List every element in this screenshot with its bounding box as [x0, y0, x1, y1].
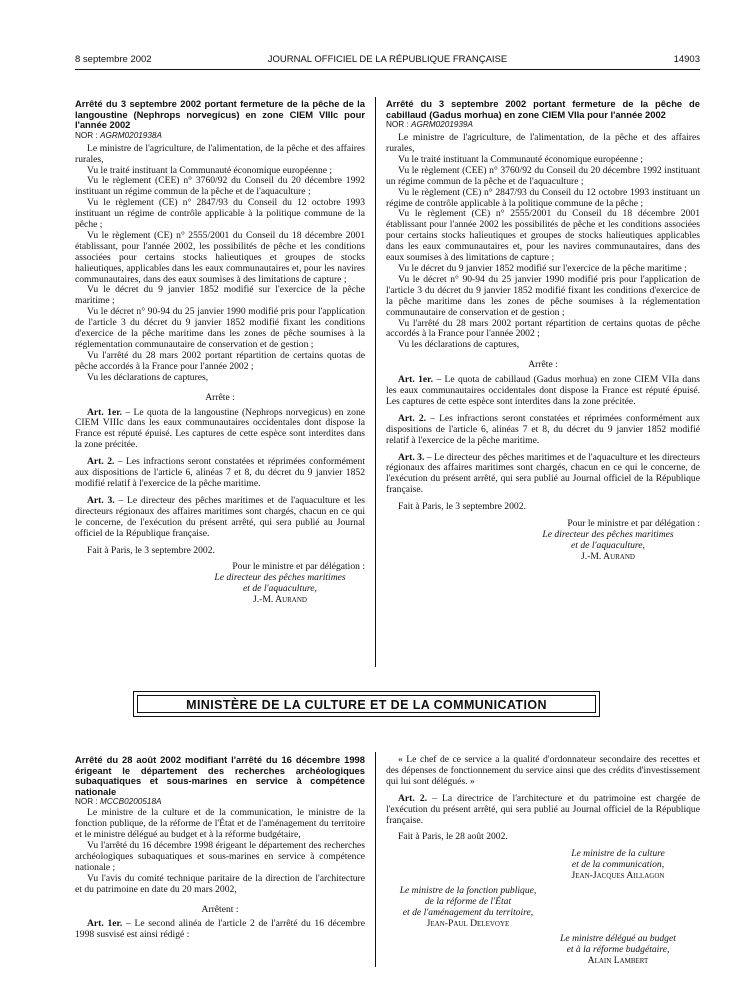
signatory-name: J.-M. Aurand — [581, 550, 635, 562]
recital: Vu l'arrêté du 16 décembre 1998 érigeant le département des recherches archéologiques subaquatiques et sous-marines en service à compétence nationale ; — [75, 840, 365, 873]
signatory-role: et de l'aquaculture, — [243, 583, 317, 595]
article-1: Art. 1er. – Le quota de cabillaud (Gadus morhua) en zone CIEM VIIa dans les eaux communautaires occidentales dont dispose la France est réputé épuisé. Les captures de cette espèce sont interdites dans la zone précitée. — [386, 374, 700, 407]
recital: Vu le décret du 9 janvier 1852 modifié sur l'exercice de la pêche maritime ; — [75, 284, 365, 307]
done-at: Fait à Paris, le 28 août 2002. — [398, 831, 508, 843]
column-divider-top — [375, 97, 376, 667]
nor-code: MCCB0200518A — [100, 797, 162, 807]
recital: Vu le traité instituant la Communauté économique européenne ; — [87, 164, 333, 176]
nor-reference: NOR : MCCB0200518A — [75, 797, 162, 807]
nor-code: AGRM0201939A — [411, 120, 473, 130]
delegation: Pour le ministre et par délégation : — [232, 561, 365, 573]
signatory-role: Le ministre délégué au budget — [560, 932, 676, 944]
signatory-role: Le ministre de la fonction publique, — [399, 885, 537, 897]
signatory-name: Jean-Jacques Aillagon — [571, 870, 665, 882]
done-at: Fait à Paris, le 3 septembre 2002. — [398, 501, 526, 513]
article-2: Art. 2. – La directrice de l'architecture et du patrimoine est chargée de l'exécution du présent arrêté, qui sera publié au Journal officiel de la République française. — [386, 792, 701, 826]
nor-reference: NOR : AGRM0201939A — [386, 120, 473, 130]
article-3: Art. 3. – Le directeur des pêches maritimes et de l'aquaculture et les directeurs régionaux des affaires maritimes sont chargés, chacun en ce qui le concerne, de l'exécution du présent arrêté, qui sera publié au Journal officiel de la République française. — [75, 494, 366, 539]
article-2: Art. 2. – Les infractions seront constatées et réprimées conformément aux dispositions de l'article 6, alinéas 7 et 8, du décret du 9 janvier 1852 modifié relatif à l'exercice de la pêche maritime. — [386, 412, 701, 446]
recital: Vu l'arrêté du 28 mars 2002 portant répartition de certains quotas de pêche accordés à la France pour l'année 2002 ; — [75, 349, 365, 372]
signatory-role: Le ministre de la culture — [571, 848, 665, 860]
signatory-role: et de l'aménagement du territoire, — [402, 906, 534, 918]
recital: Vu l'arrêté du 28 mars 2002 portant répartition de certains quotas de pêche accordés à la France pour l'année 2002 ; — [386, 317, 700, 340]
recital: Le ministre de la culture et de la communication, le ministre de la fonction publique, de la réforme de l'État et de l'aménagement du territoire et le ministre délégué au budget et à la réforme budgétaire, — [75, 807, 365, 841]
recital: Vu le règlement (CE) n° 2555/2001 du Conseil du 18 décembre 2001 établissant pour l'année 2002 les possibilités de pêche et les conditions associées pour certains stocks halieutiques et groupes de stocks halieutiques applicables dans les eaux communautaires et, pour les navires communautaires, dans des eaux soumises à des limitations de capture ; — [386, 208, 700, 264]
decree-title: Arrêté du 3 septembre 2002 portant fermeture de la pêche de cabillaud (Gadus morhua) en zone CIEM VIIa pour l'année 2002 — [386, 98, 700, 120]
recital: Vu les déclarations de captures, — [398, 339, 520, 351]
decree-archeo — [75, 755, 365, 941]
done-at: Fait à Paris, le 3 septembre 2002. — [87, 544, 215, 556]
arrete-label: Arrête : — [528, 359, 558, 371]
article-1: Art. 1er. – Le quota de la langoustine (Nephrops norvegicus) en zone CIEM VIIIc dans les eaux communautaires occidentales dont dispose la France est réputé épuisé. Les captures de cette espèce sont interdites dans la zone précitée. — [75, 406, 366, 451]
running-header — [75, 52, 700, 68]
recital: Vu le règlement (CEE) n° 3760/92 du Conseil du 20 décembre 1992 instituant un régime commun de la pêche et de l'aquaculture ; — [75, 175, 365, 198]
decree-title: Arrêté du 3 septembre 2002 portant fermeture de la pêche de la langoustine (Nephrops norvegicus) en zone CIEM VIIIc pour l'année 2002 — [75, 98, 365, 131]
signatory-name: J.-M. Aurand — [253, 594, 307, 606]
signatory-role: et de la communication, — [571, 859, 665, 871]
recital: Vu le règlement (CEE) n° 3760/92 du Conseil du 20 décembre 1992 instituant un régime commun de la pêche et de l'aquaculture ; — [386, 164, 700, 187]
signatory-name: Jean-Paul Delevoye — [426, 917, 510, 929]
recital: Le ministre de l'agriculture, de l'alimentation, de la pêche et des affaires rurales, — [386, 132, 700, 154]
recital: Le ministre de l'agriculture, de l'alimentation, de la pêche et des affaires rurales, — [75, 142, 365, 165]
arrete-label: Arrête : — [205, 391, 235, 403]
decree-langoustine — [75, 99, 365, 606]
decree-cabillaud — [386, 99, 700, 563]
recital: Vu le traité instituant la Communauté économique européenne ; — [398, 153, 644, 165]
nor-reference: NOR : AGRM0201938A — [75, 130, 162, 140]
signatory-role: Le directeur des pêches maritimes — [542, 529, 674, 540]
ministry-banner — [133, 691, 600, 717]
nor-code: AGRM0201938A — [100, 130, 162, 140]
delegation: Pour le ministre et par délégation : — [567, 518, 700, 530]
quoted-text: « Le chef de ce service a la qualité d'ordonnateur secondaire des recettes et des dépenses de fonctionnement du service ainsi que des crédits d'investissement qui lui sont délégués. » — [386, 754, 700, 787]
decree-archeo-continued — [386, 755, 700, 966]
recital: Vu le règlement (CE) n° 2555/2001 du Conseil du 18 décembre 2001 établissant, pour l'année 2002, les possibilités de pêche et les conditions associées pour certains stocks halieutiques et groupes de stocks halieutiques, applicables dans les eaux communautaires et, pour les navires communautaires, dans des eaux soumises à des limitations de capture ; — [75, 229, 365, 285]
signatory-role: Le directeur des pêches maritimes — [214, 572, 346, 584]
signatory-role: et à la réforme budgétaire, — [566, 943, 670, 955]
decree-title: Arrêté du 28 août 2002 modifiant l'arrêté du 16 décembre 1998 érigeant le département des recherches archéologiques subaquatiques et sous-marines en service à compétence nationale — [75, 754, 365, 797]
ministry-banner-label: MINISTÈRE DE LA CULTURE ET DE LA COMMUNICATION — [137, 695, 596, 713]
arrete-label: Arrêtent : — [201, 903, 239, 915]
signatory-role: et de l'aquaculture, — [571, 539, 645, 551]
article-3: Art. 3. – Le directeur des pêches maritimes et de l'aquaculture et les directeurs régionaux des affaires maritimes sont chargés, chacun en ce qui le concerne, de l'exécution du présent arrêté, qui sera publié au Journal officiel de la République française. — [386, 451, 700, 496]
signatory-name: Alain Lambert — [587, 954, 649, 966]
header-journal-title: JOURNAL OFFICIEL DE LA RÉPUBLIQUE FRANÇAISE — [267, 54, 508, 65]
recital: Vu les déclarations de captures, — [87, 371, 209, 383]
article-2: Art. 2. – Les infractions seront constatées et réprimées conformément aux dispositions de l'article 6, alinéas 7 et 8, du décret du 9 janvier 1852 modifié relatif à l'exercice de la pêche maritime. — [75, 456, 366, 489]
recital: Vu le règlement (CE) n° 2847/93 du Conseil du 12 octobre 1993 instituant un régime de contrôle applicable à la politique commune de la pêche ; — [386, 186, 700, 209]
recital: Vu le décret n° 90-94 du 25 janvier 1990 modifié pris pour l'application de l'article 3 du décret du 9 janvier 1852 modifié fixant les conditions d'exercice de la pêche maritime dans les zones de pêche soumises à la réglementation communautaire de conservation et de gestion ; — [75, 306, 365, 350]
header-date: 8 septembre 2002 — [75, 54, 152, 65]
article-1: Art. 1er. – Le second alinéa de l'article 2 de l'arrêté du 16 décembre 1998 susvisé est ainsi rédigé : — [75, 918, 366, 941]
header-rule — [75, 69, 700, 70]
recital: Vu l'avis du comité technique paritaire de la direction de l'architecture et du patrimoine en date du 20 mars 2002, — [75, 872, 365, 895]
recital: Vu le règlement (CE) n° 2847/93 du Conseil du 12 octobre 1993 instituant un régime de contrôle applicable à la politique commune de la pêche ; — [75, 197, 365, 231]
column-divider-bottom — [375, 752, 376, 967]
recital: Vu le décret n° 90-94 du 25 janvier 1990 modifié pris pour l'application de l'article 3 du décret du 9 janvier 1852 modifié fixant les conditions d'exercice de la pêche maritime dans les zones de pêche soumises à la réglementation communautaire de conservation et de gestion ; — [386, 273, 700, 318]
recital: Vu le décret du 9 janvier 1852 modifié sur l'exercice de la pêche maritime ; — [398, 262, 687, 274]
signatory-role: de la réforme de l'État — [424, 895, 512, 907]
header-page-number: 14903 — [673, 54, 700, 65]
